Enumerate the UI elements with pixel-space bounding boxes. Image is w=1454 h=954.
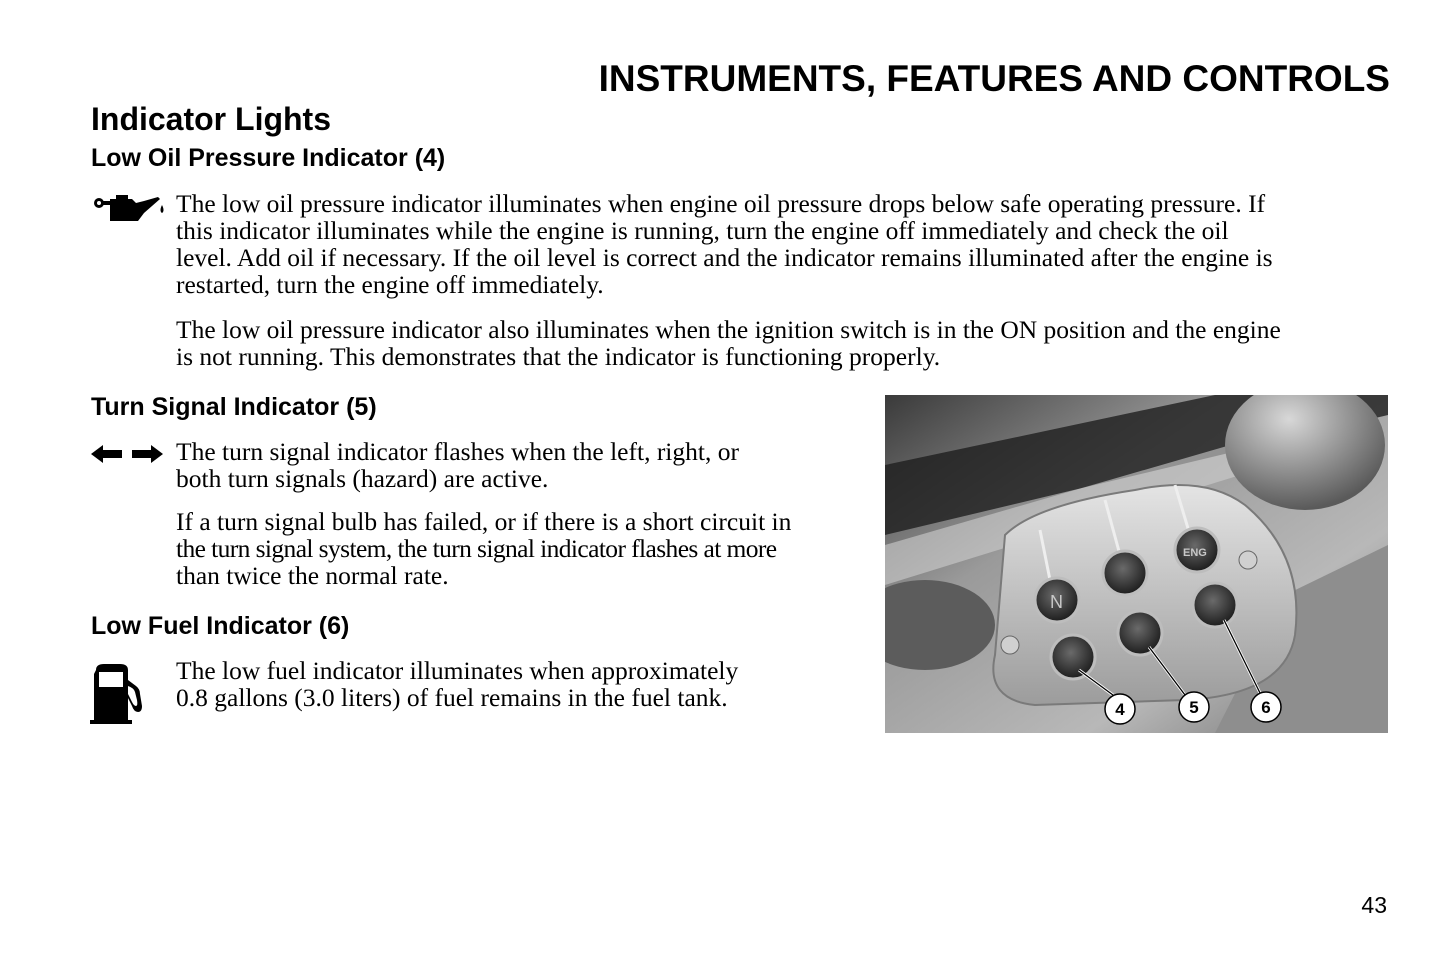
turn-signal-paragraph-1: The turn signal indicator flashes when the left, right, or both turn signals (hazard) are active. bbox=[176, 437, 739, 493]
engine-lamp-label: ENG bbox=[1183, 547, 1207, 559]
turn-signal-paragraph-2: If a turn signal bulb has failed, or if there is a short circuit in the turn signal system, the turn signal indicator flashes at more than twice the normal rate. bbox=[176, 507, 792, 590]
svg-text:4: 4 bbox=[1115, 700, 1125, 719]
page-number: 43 bbox=[1361, 892, 1387, 918]
oil-pressure-paragraph-1: The low oil pressure indicator illuminates when engine oil pressure drops below safe operating pressure. If this indicator illuminates while the engine is running, turn the engine off immediately and check the oil level. Add oil if necessary. If the oil level is correct and the indicator remains illuminated after the engine is restarted, turn the engine off immediately. bbox=[176, 189, 1273, 299]
turn-signal-heading: Turn Signal Indicator (5) bbox=[91, 393, 377, 421]
section-title: Indicator Lights bbox=[91, 101, 331, 137]
callout-4 bbox=[1105, 694, 1135, 724]
low-fuel-heading: Low Fuel Indicator (6) bbox=[91, 612, 350, 640]
oil-pressure-heading: Low Oil Pressure Indicator (4) bbox=[91, 144, 446, 172]
callout-5 bbox=[1179, 692, 1209, 722]
turn-signal-arrows-icon bbox=[90, 443, 164, 465]
neutral-lamp-label: N bbox=[1050, 592, 1063, 612]
low-fuel-paragraph: The low fuel indicator illuminates when approximately 0.8 gallons (3.0 liters) of fuel remains in the fuel tank. bbox=[176, 656, 739, 712]
indicator-cluster-photo bbox=[885, 395, 1388, 733]
page-title: INSTRUMENTS, FEATURES AND CONTROLS bbox=[598, 58, 1390, 99]
svg-text:6: 6 bbox=[1261, 698, 1271, 717]
fuel-pump-icon bbox=[90, 662, 146, 724]
oil-can-icon bbox=[92, 193, 166, 227]
callout-6 bbox=[1251, 692, 1281, 722]
oil-pressure-paragraph-2: The low oil pressure indicator also illuminates when the ignition switch is in the ON position and the engine is not running. This demonstrates that the indicator is functioning properly. bbox=[176, 315, 1281, 371]
svg-text:5: 5 bbox=[1189, 698, 1199, 717]
indicator-cluster-illustration bbox=[885, 395, 1388, 733]
